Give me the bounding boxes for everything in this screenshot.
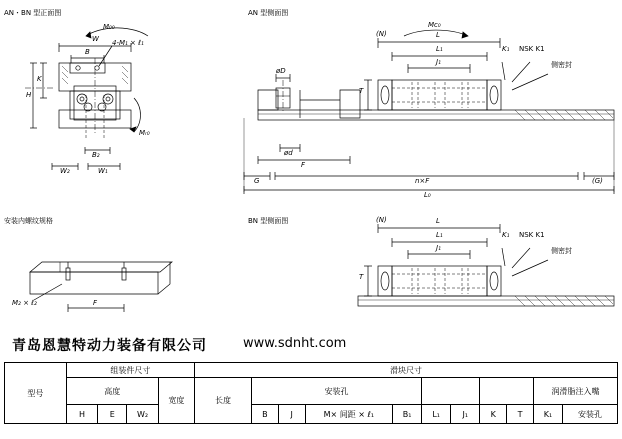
table-col-model: 型号 bbox=[5, 363, 67, 424]
table-group-block: 滑块尺寸 bbox=[194, 363, 617, 378]
spec-table bbox=[4, 362, 618, 424]
company-website: www.sdnht.com bbox=[243, 336, 347, 351]
figure-title-an-side: AN 型侧面图 bbox=[248, 9, 289, 17]
label-b2: B₂ bbox=[92, 151, 100, 159]
label-diameter-D: øD bbox=[276, 67, 286, 75]
table-head-E: E bbox=[98, 405, 127, 424]
table-head-J1: J₁ bbox=[451, 405, 480, 424]
label-g-paren: (G) bbox=[592, 177, 603, 185]
label-mc0: Mᴄ₀ bbox=[428, 21, 441, 29]
table-sub-width-cell bbox=[158, 378, 194, 424]
table-sub-height: 高度 bbox=[66, 378, 158, 405]
table-head-J: J bbox=[278, 405, 305, 424]
label-f-mid: F bbox=[93, 299, 98, 307]
table-head-B1: B₁ bbox=[393, 405, 422, 424]
label-h: H bbox=[26, 91, 32, 99]
table-head-W2: W₂ bbox=[127, 405, 158, 424]
table-header-row-2 bbox=[5, 378, 618, 405]
label-nsk-k1-bn: NSK K1 bbox=[519, 231, 545, 239]
table-sub-blank-2 bbox=[480, 378, 534, 405]
label-k1-bn: K₁ bbox=[502, 231, 510, 239]
label-w: W bbox=[92, 35, 99, 43]
table-sub-length-cell bbox=[194, 378, 251, 424]
label-l1: L₁ bbox=[436, 45, 443, 53]
figure-title-bn-side: BN 型侧面图 bbox=[248, 217, 289, 225]
table-head-L1: L₁ bbox=[422, 405, 451, 424]
company-name: 青岛恩慧特动力装备有限公司 bbox=[12, 338, 207, 354]
label-l1-bn: L₁ bbox=[436, 231, 443, 239]
table-head-M-pitch: M× 间距 × ℓ₁ bbox=[305, 405, 392, 424]
label-w2: W₂ bbox=[60, 167, 70, 175]
figure-title-thread-spec: 安装内螺纹规格 bbox=[4, 217, 53, 225]
label-g: G bbox=[254, 177, 260, 185]
label-n-paren-bn: (N) bbox=[376, 216, 387, 224]
table-sub-blank-1 bbox=[422, 378, 480, 405]
label-nxf: n×F bbox=[415, 177, 430, 185]
table-header-row-3 bbox=[5, 405, 618, 424]
label-k1: K₁ bbox=[502, 45, 510, 53]
label-l: L bbox=[436, 31, 440, 39]
label-nsk-k1: NSK K1 bbox=[519, 45, 545, 53]
table-head-K: K bbox=[480, 405, 507, 424]
table-head-H: H bbox=[66, 405, 97, 424]
figure-title-an-bn-front: AN・BN 型正面图 bbox=[4, 9, 62, 17]
label-l0: L₀ bbox=[424, 191, 431, 199]
label-t-bn: T bbox=[359, 273, 364, 281]
table-sub-width: 宽度 bbox=[168, 396, 185, 405]
table-head-mount-hole: 安装孔 bbox=[563, 405, 618, 424]
label-j1: J₁ bbox=[436, 58, 441, 66]
table-head-T: T bbox=[507, 405, 534, 424]
label-4-m1: 4-M₁ × ℓ₁ bbox=[112, 39, 144, 47]
table-head-B: B bbox=[252, 405, 279, 424]
label-side-seal: 侧密封 bbox=[551, 61, 572, 69]
table-sub-length: 长度 bbox=[214, 396, 231, 405]
label-mr0: Mᵣ₀ bbox=[139, 129, 150, 137]
table-sub-grease: 润滑脂注入嘴 bbox=[533, 378, 617, 405]
label-w1: W₁ bbox=[98, 167, 108, 175]
label-b: B bbox=[85, 48, 90, 56]
label-f: F bbox=[301, 161, 306, 169]
table-head-K1: K₁ bbox=[533, 405, 562, 424]
label-l-bn: L bbox=[436, 217, 440, 225]
label-j1-bn: J₁ bbox=[436, 244, 441, 252]
label-m00: M₀₀ bbox=[103, 23, 115, 31]
label-k: K bbox=[37, 75, 42, 83]
label-n-paren: (N) bbox=[376, 30, 387, 38]
table-header-row-1 bbox=[5, 363, 618, 378]
label-side-seal-bn: 侧密封 bbox=[551, 247, 572, 255]
label-t: T bbox=[359, 87, 364, 95]
table-sub-mounting-hole: 安装孔 bbox=[252, 378, 422, 405]
label-m2: M₂ × ℓ₂ bbox=[12, 299, 37, 307]
table-group-assembly: 组装件尺寸 bbox=[66, 363, 194, 378]
label-diameter-d: ød bbox=[284, 149, 293, 157]
